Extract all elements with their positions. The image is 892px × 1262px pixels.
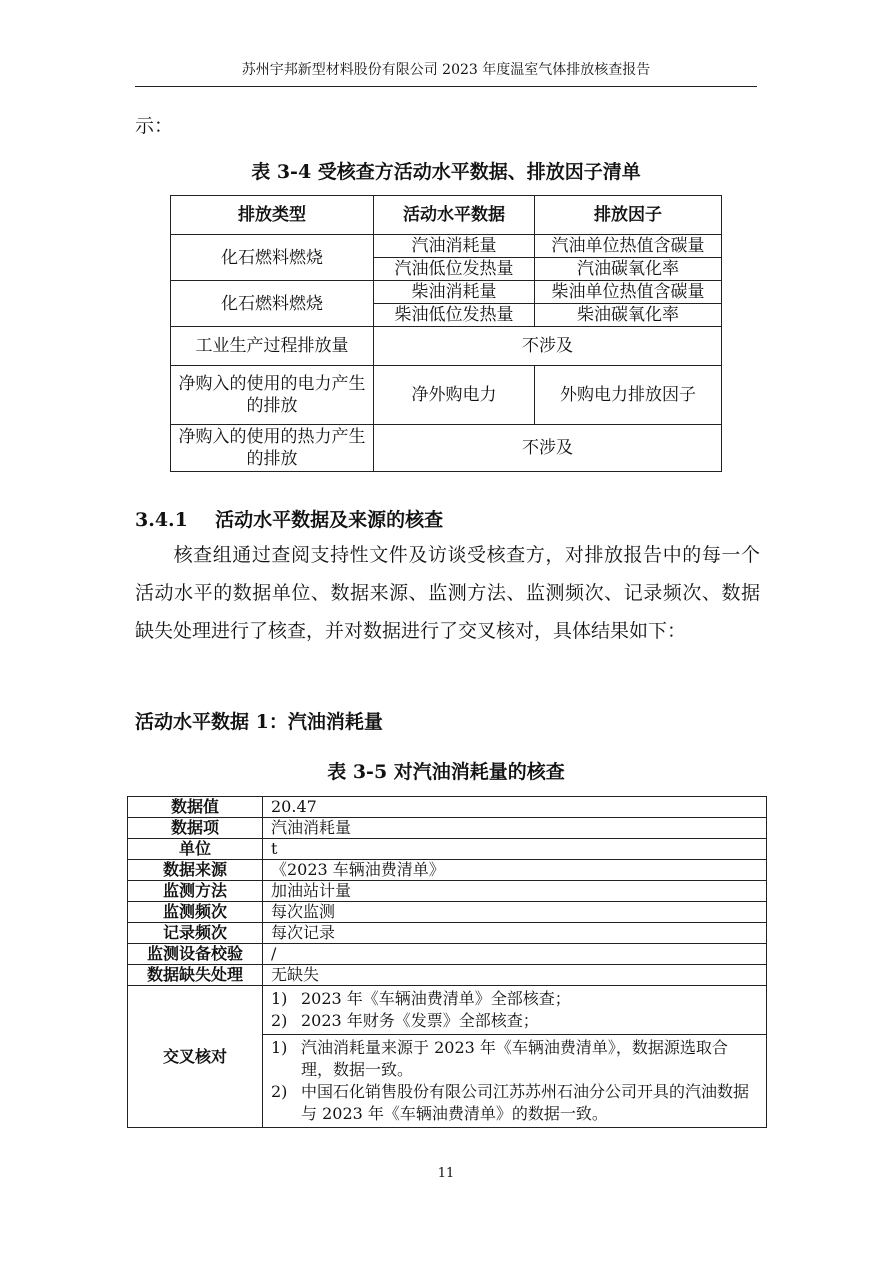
subheading: 活动水平数据 1：汽油消耗量	[135, 711, 383, 733]
page-header: 苏州宇邦新型材料股份有限公司 2023 年度温室气体排放核查报告	[241, 62, 651, 78]
table35-value: 每次记录	[263, 923, 767, 944]
page-number: 11	[437, 1166, 455, 1181]
item-number: 2)	[271, 1011, 288, 1030]
cross-check-item	[271, 1037, 758, 1081]
table34-cell: 化石燃料燃烧	[171, 235, 374, 281]
table35-key: 监测方法	[128, 881, 263, 902]
table34-cell: 柴油单位热值含碳量	[535, 281, 722, 304]
body-paragraph-text: 核查组通过查阅支持性文件及访谈受核查方，对排放报告中的每一个活动水平的数据单位、数据来源、监测方法、监测频次、记录频次、数据缺失处理进行了核查，并对数据进行了交叉核对，具体结果如下：	[135, 544, 760, 642]
header-rule	[135, 86, 757, 87]
item-number: 2)	[271, 1082, 288, 1101]
table35-value: t	[263, 839, 767, 860]
table35-key: 监测频次	[128, 902, 263, 923]
table34-caption: 表 3-4 受核查方活动水平数据、排放因子清单	[251, 161, 641, 183]
table34-cell: 汽油低位发热量	[374, 258, 535, 281]
table35-key: 单位	[128, 839, 263, 860]
cross-check-results	[263, 1034, 766, 1127]
section-title: 活动水平数据及来源的核查	[215, 509, 444, 531]
table34-cell: 净购入的使用的热力产生的排放	[171, 425, 374, 472]
item-text: 2023 年财务《发票》全部核查；	[301, 1011, 539, 1030]
table34-cell: 柴油消耗量	[374, 281, 535, 304]
table34-cell: 柴油低位发热量	[374, 304, 535, 327]
table34-cell: 柴油碳氧化率	[535, 304, 722, 327]
table34-cell: 不涉及	[374, 327, 722, 366]
table35-key-cross-check: 交叉核对	[128, 986, 263, 1128]
gasoline-check-table	[127, 796, 767, 1128]
cross-check-scope	[263, 986, 766, 1034]
table34-cell: 净外购电力	[374, 366, 535, 425]
cross-check-cell	[263, 986, 767, 1128]
table34-cell: 化石燃料燃烧	[171, 281, 374, 327]
table34-header-type: 排放类型	[171, 196, 374, 235]
table35-value: 无缺失	[263, 965, 767, 986]
body-paragraph	[135, 536, 760, 650]
table34-header-activity: 活动水平数据	[374, 196, 535, 235]
table35-value: 20.47	[263, 797, 767, 818]
cross-check-item	[271, 1081, 758, 1125]
item-text: 汽油消耗量来源于 2023 年《车辆油费清单》，数据源选取合理，数据一致。	[301, 1038, 728, 1079]
intro-text: 示：	[135, 115, 174, 137]
table35-key: 监测设备校验	[128, 944, 263, 965]
item-number: 1)	[271, 1038, 288, 1057]
table34-cell: 不涉及	[374, 425, 722, 472]
item-text: 中国石化销售股份有限公司江苏苏州石油分公司开具的汽油数据与 2023 年《车辆油费清单》的数据一致。	[301, 1082, 750, 1123]
section-number: 3.4.1	[135, 509, 188, 531]
table35-caption: 表 3-5 对汽油消耗量的核查	[327, 761, 565, 783]
table35-key: 记录频次	[128, 923, 263, 944]
table35-value: 每次监测	[263, 902, 767, 923]
table34-cell: 外购电力排放因子	[535, 366, 722, 425]
table34-header-factor: 排放因子	[535, 196, 722, 235]
table35-key: 数据项	[128, 818, 263, 839]
table34-cell: 净购入的使用的电力产生的排放	[171, 366, 374, 425]
table34-cell: 汽油消耗量	[374, 235, 535, 258]
table35-value: /	[263, 944, 767, 965]
table35-value: 加油站计量	[263, 881, 767, 902]
table35-key: 数据缺失处理	[128, 965, 263, 986]
table35-key: 数据来源	[128, 860, 263, 881]
table34-cell: 汽油碳氧化率	[535, 258, 722, 281]
table35-value: 《2023 车辆油费清单》	[263, 860, 767, 881]
section-heading	[135, 508, 443, 532]
table35-value: 汽油消耗量	[263, 818, 767, 839]
item-text: 2023 年《车辆油费清单》全部核查；	[301, 989, 571, 1008]
activity-factor-table	[170, 195, 722, 472]
table35-key: 数据值	[128, 797, 263, 818]
cross-check-item	[271, 1010, 758, 1032]
item-number: 1)	[271, 989, 288, 1008]
table34-cell: 工业生产过程排放量	[171, 327, 374, 366]
cross-check-item	[271, 988, 758, 1010]
table34-cell: 汽油单位热值含碳量	[535, 235, 722, 258]
